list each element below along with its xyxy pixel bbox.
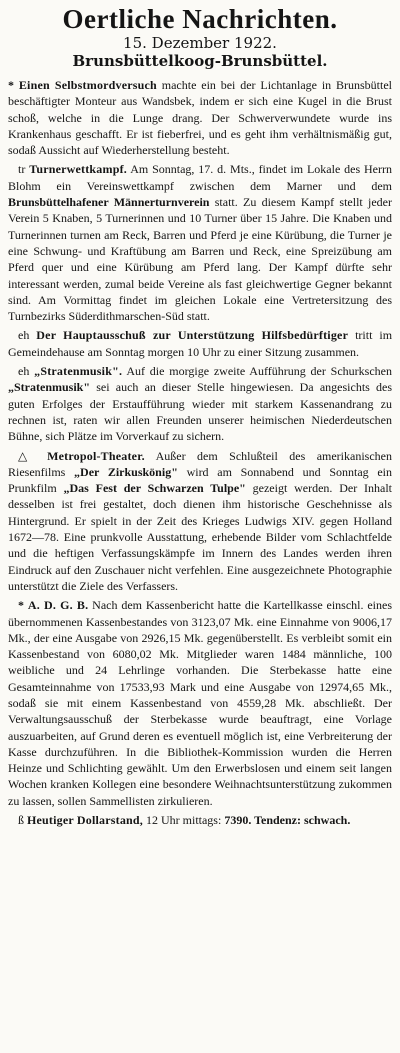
article-dollar-rate xyxy=(8,812,392,828)
article-heading: Einen Selbstmordversuch xyxy=(18,78,157,92)
article-mark: eh xyxy=(18,364,30,379)
article-body: tritt im Gemeindehause am Sonntag morgen 10 Uhr zu einer Sitzung zusammen. xyxy=(8,328,393,359)
article-suicide-attempt xyxy=(8,77,392,158)
article-mark: * xyxy=(8,78,14,92)
article-heading: Turnerwettkampf. xyxy=(29,162,127,177)
article-highlight: „Stratenmusik" xyxy=(8,380,91,395)
article-mark: △ xyxy=(18,448,36,463)
article-stratenmusik xyxy=(8,363,392,444)
article-body: gezeigt werden. Der Inhalt desselben ist frei gestaltet, doch dienen ihm historische Geschehnisse als Hintergrund. Er spielt in der Zeit des Krieges Ludwigs XIV. gegen Holland 1672—78. Eine prunkvolle Ausstattung, erhebende Bilder vom Schlachtfelde und die heftigen Verfassungskämpfe im Innern des Landes werden ihren Eindruck auf den Zuschauer nicht verfehlen. Eine ausgezeichnete Photographie unterstützt die Ziele des Verfassers. xyxy=(8,481,392,593)
issue-date: 15. Dezember 1922. xyxy=(123,34,277,52)
article-highlight: „Der Zirkuskönig" xyxy=(74,464,178,479)
article-heading: „Stratenmusik". xyxy=(34,364,123,379)
article-heading: Der Hauptausschuß zur Unterstützung Hilfsbedürftiger xyxy=(36,328,349,343)
article-highlight: 7390. Tendenz: schwach. xyxy=(224,813,351,828)
article-body: Am Sonntag, 17. d. Mts., findet im Lokale des Herrn Blohm ein Vereinswettkampf zwischen dem Marner und dem xyxy=(8,162,393,193)
article-body: sei auch an dieser Stelle hingewiesen. Da angesichts des guten Erfolges der Erstaufführung wieder mit starkem Kassenandrang zu rechnen ist, raten wir allen Freunden unserer heimischen Niederdeutschen Bühne, sich Plätze im Vorverkauf zu sichern. xyxy=(8,380,393,444)
article-mark: tr xyxy=(18,162,26,177)
article-mark: eh xyxy=(18,328,30,343)
article-heading: Heutiger Dollarstand, xyxy=(27,813,143,828)
article-body: wird am Sonnabend und Sonntag ein Prunkfilm xyxy=(8,464,393,496)
article-highlight: Brunsbüttelhafener Männerturnverein xyxy=(8,195,210,210)
article-body: Nach dem Kassenbericht hatte die Kartellkasse einschl. eines übernommenen Kassenbestandes von 3123,07 Mk. eine Einnahme von 9006,17 Mk., der eine Ausgabe von 2926,15 Mk. gegenüberstellt. Es verbleibt somit ein Kassenbestand von 6080,02 Mk. Mitglieder waren 1484 männliche, 100 weibliche und 24 Lehrlinge vorhanden. Die Sterbekasse hatte eine Gesamteinnahme von 17533,93 Mark und eine Ausgabe von 12974,65 Mk., sodaß sie mit einem Kassenbestand von 4559,28 Mk. abschließt. Der Verwaltungsausschuß der Sterbekasse wurde beauftragt, eine Vorlage auszuarbeiten, auf Grund deren es eventuell möglich ist, eine Verbreiterung der Kasse durchzuführen. In die Bibliothek-Kommission wurden die Herren Heinze und Schlichting gewählt. Um den Erwerbslosen und einem seit langen Wochen kranken Kollegen eine besondere Weihnachtsunterstützung zukommen zu lassen, sollen Sammellisten zirkulieren. xyxy=(8,598,393,808)
article-highlight: „Das Fest der Schwarzen Tulpe" xyxy=(63,481,246,496)
article-heading: A. D. G. B. xyxy=(27,598,89,613)
article-metropol-theater xyxy=(8,448,392,595)
article-body: statt. Zu diesem Kampf stellt jeder Verein 5 Knaben, 5 Turnerinnen und 10 Turner über 15 Jahre. Die Knaben und Turnerinnen turnen am Reck, Barren und Pferd je eine Kürübung, die Turner je eine Schwung- und Kraftübung am Barren und Reck, eine Spreizübung am Pferd quer und eine Kürübung am Pferd lang. Der Kampf dürfte sehr interessant werden, zumal beide Vereine als fast gleichwertige Gegner bekannt sind. Am Vormittag findet im gleichen Lokale eine Vertretersitzung des Turnbezirks Süderdithmarschen-Süd statt. xyxy=(8,195,392,324)
article-body: Auf die morgige zweite Aufführung der Schurkschen xyxy=(126,364,392,379)
article-adgb-report xyxy=(8,597,392,809)
article-mark: ß xyxy=(18,813,24,828)
article-gymnastics-competition xyxy=(8,161,392,324)
article-body: Außer dem Schlußteil des amerikanischen Riesenfilms xyxy=(8,448,392,479)
article-body: 12 Uhr mittags: xyxy=(145,813,222,828)
article-body: machte ein bei der Lichtanlage in Brunsbüttel beschäftigter Monteur aus Wandsbek, indem er sich eine Kugel in die Brust schoß, welche in die Lunge drang. Der Schwerverwundete wurde ins Krankenhaus geschafft. Er ist fieberfrei, und es geht ihm verhältnismäßig gut, sodaß Aussicht auf Wiederherstellung besteht. xyxy=(8,78,392,158)
article-heading: Metropol-Theater. xyxy=(47,448,145,463)
article-mark: * xyxy=(18,598,24,613)
article-aid-committee xyxy=(8,327,392,360)
section-title: Oertliche Nachrichten. xyxy=(62,4,338,34)
dateline-place: Brunsbüttelkoog-Brunsbüttel. xyxy=(72,52,328,70)
